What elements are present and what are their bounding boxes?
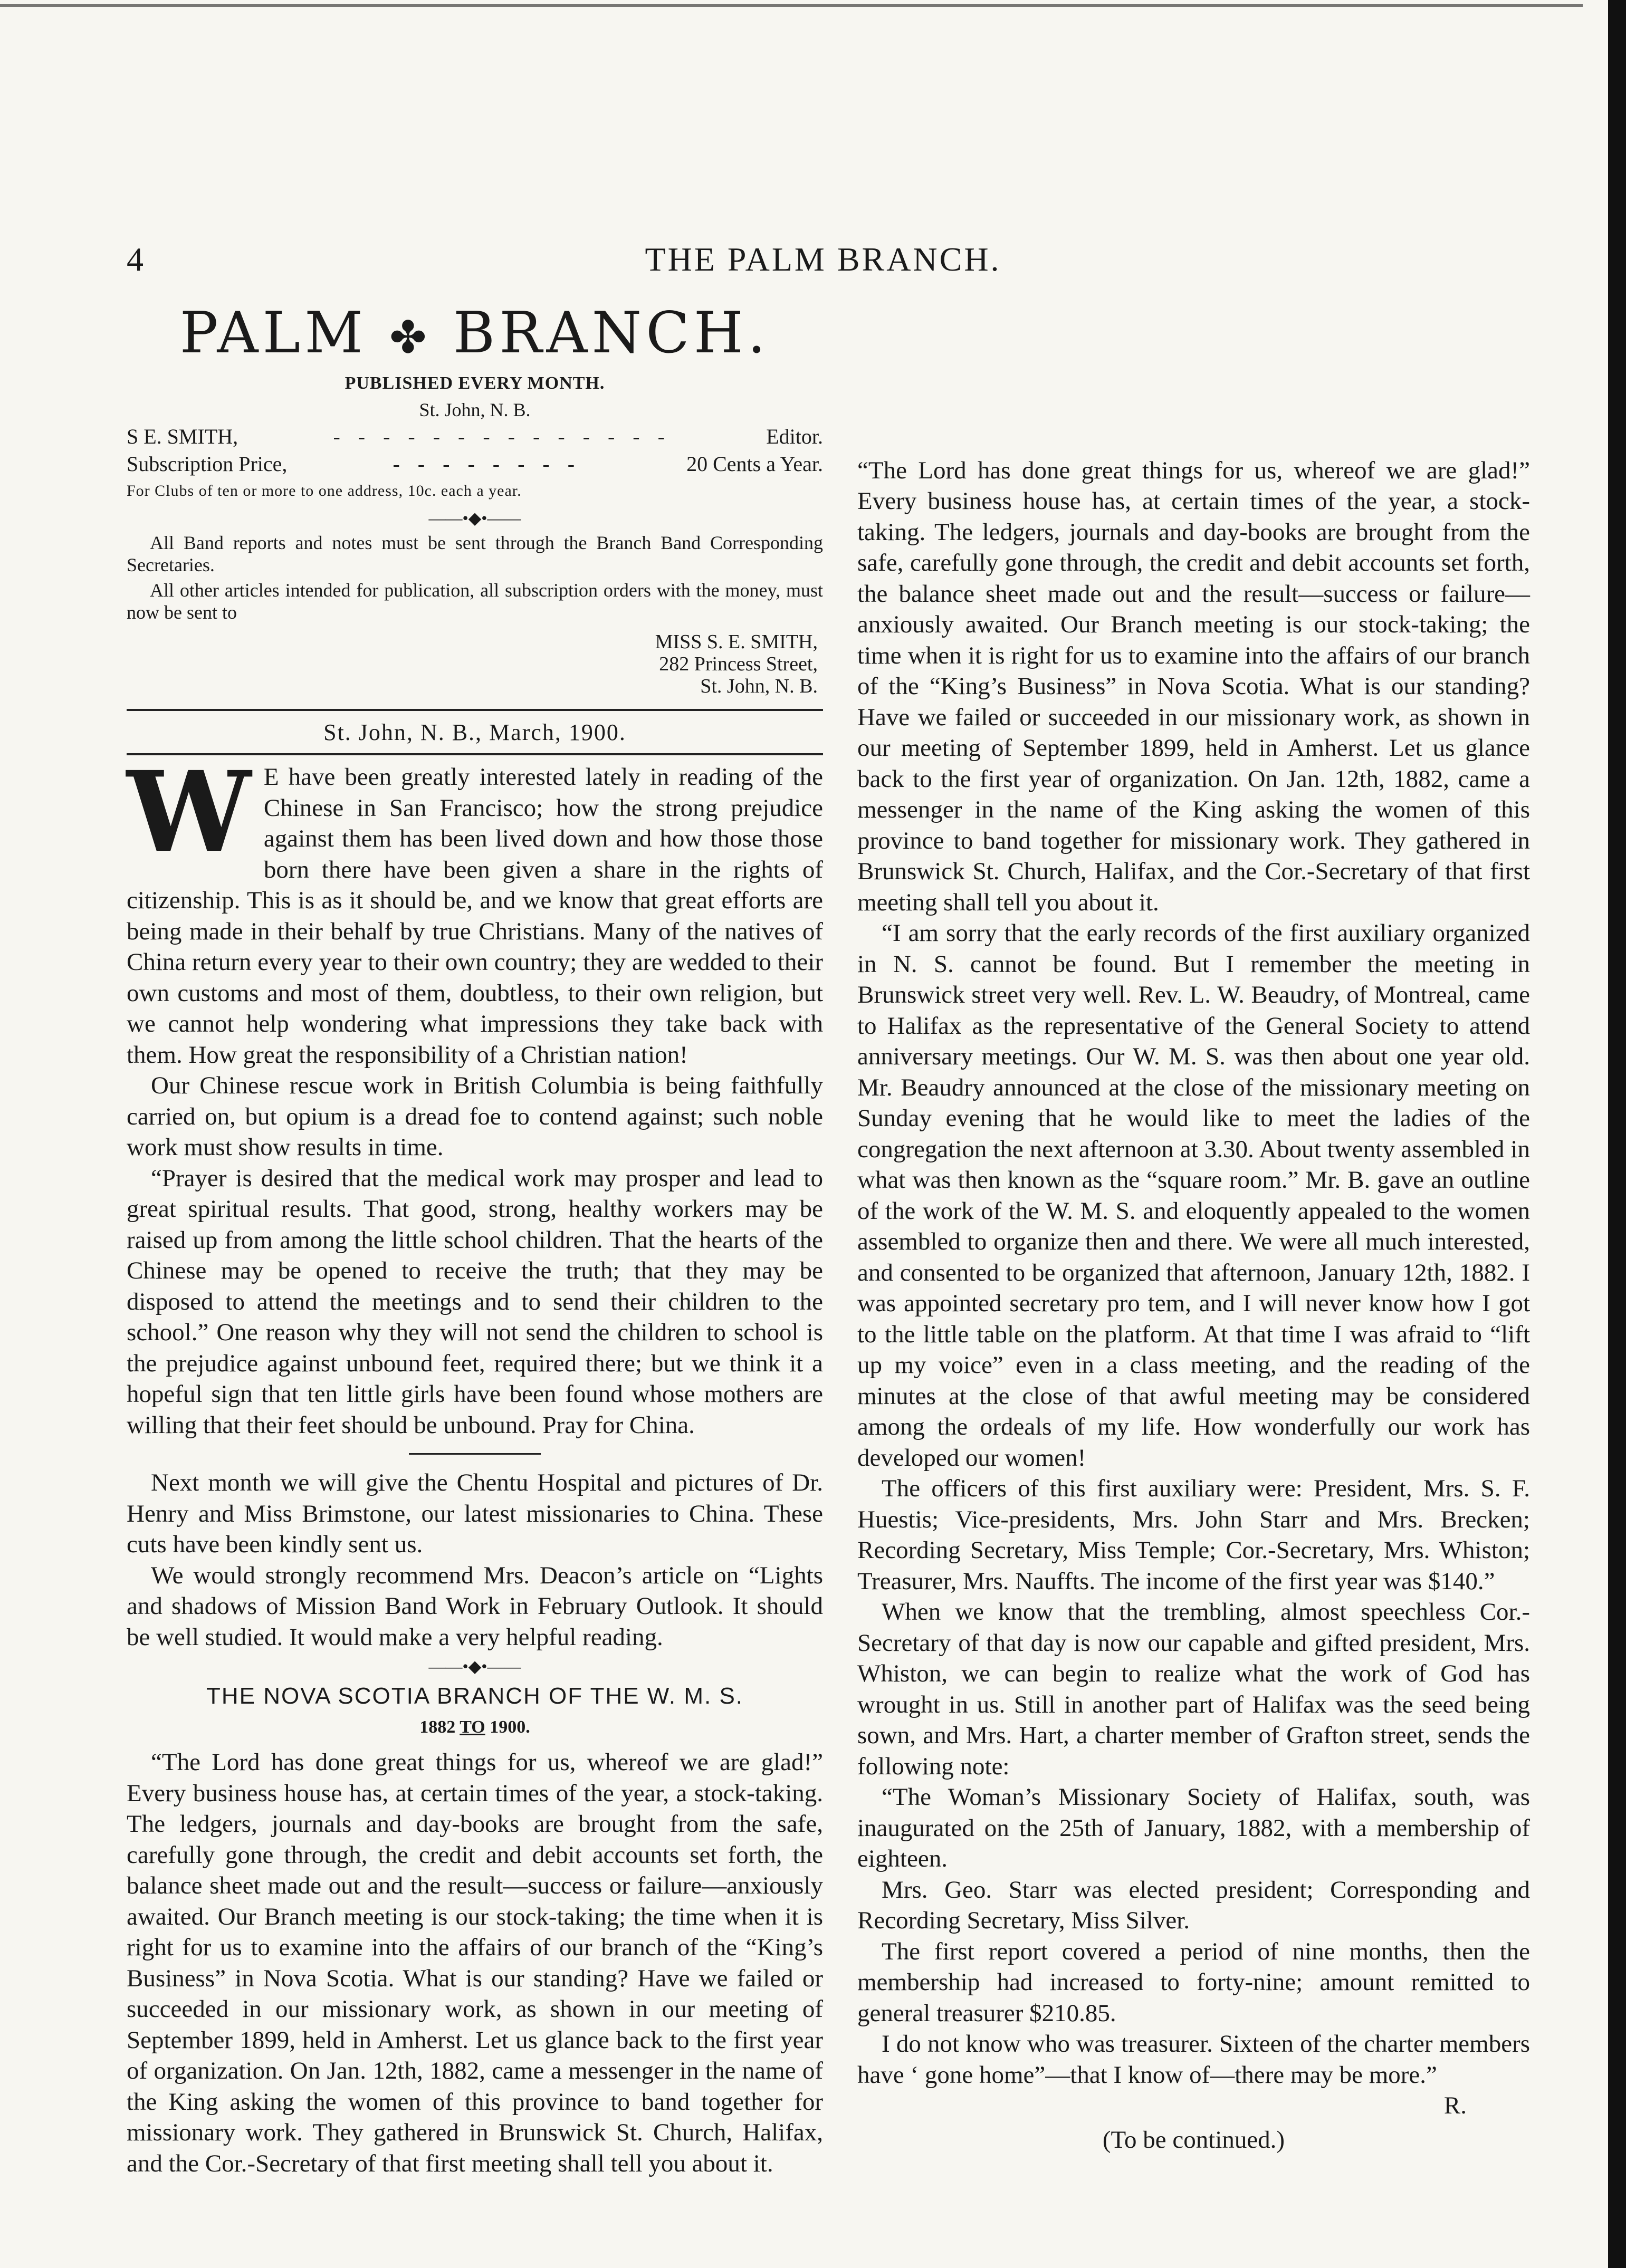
publication-place: St. John, N. B. [419, 399, 531, 420]
section-rule [409, 1453, 541, 1455]
price-label: Subscription Price, [127, 451, 288, 476]
article-paragraph: “I am sorry that the early records of the first auxiliary organized in N. S. cannot be found. But I remember the meeting in Brunswick street very well. Rev. L. W. Beaudry, of Montreal, came to Halifax as the representative of the General Society to attend anniversary meetings. Our W. M. S. was then about one year old. Mr. Beaudry announced at the close of the missionary meeting on Sunday evening that he would like to meet the ladies of the congregation the next afternoon at 3.30. About twenty assembled in what was then known as the “square room.” Mr. B. gave an outline of the work of the W. M. S. and eloquently appealed to the women assembled to organize then and there. We were all much interested, and consented to be organized that afternoon, January 12th, 1882. I was appointed secretary pro tem, and I will never know how I got to the little table on the platform. At that time I was afraid to “lift up my voice” even in a class meeting, and the reading of the minutes at the close of that awful meeting may be considered among the ordeals of my life. How wonderfully our work has developed our women! [857, 919, 1530, 1472]
left-column [127, 300, 823, 2177]
article-years [127, 1712, 823, 1743]
editor-row [127, 423, 823, 450]
signature: R. [1443, 2092, 1467, 2119]
editorial-paragraph [127, 747, 823, 1070]
address-street: 282 Princess Street, [659, 652, 818, 675]
right-column [857, 301, 1530, 2155]
address-name: MISS S. E. SMITH, [655, 630, 818, 653]
drop-cap: W [127, 747, 251, 878]
editor-name: S E. SMITH, [127, 424, 238, 448]
ornament-rule: ——•◆•—— [428, 508, 521, 527]
article-paragraph-continued [857, 301, 1530, 918]
running-title: THE PALM BRANCH. [645, 241, 1001, 278]
continued-note: (To be continued.) [1102, 2126, 1285, 2154]
dot-leader: - - - - - - - - [393, 451, 581, 476]
publication-frequency: PUBLISHED EVERY MONTH. [345, 373, 605, 393]
masthead-title-right: BRANCH. [453, 300, 770, 366]
price-value: 20 Cents a Year. [686, 451, 823, 476]
year-end: 1900. [490, 1717, 530, 1737]
article-paragraph: The first report covered a period of nine months, then the membership had increased to forty-nine; amount remitted to general treasurer $210.85. [857, 1937, 1530, 2027]
editorial-paragraph: Next month we will give the Chentu Hospital and pictures of Dr. Henry and Miss Brimstone, our latest missionaries to China. These cuts have been kindly sent us. [127, 1469, 823, 1559]
band-reports-notice: All Band reports and notes must be sent through the Branch Band Corresponding Secretaries. [127, 532, 823, 575]
article-paragraph: Mrs. Geo. Starr was elected president; Corresponding and Recording Secretary, Miss Silver. [857, 1876, 1530, 1934]
dateline: St. John, N. B., March, 1900. [323, 719, 626, 745]
page-number: 4 [127, 241, 144, 278]
running-head [127, 240, 1519, 287]
editor-label: Editor. [766, 424, 823, 448]
submission-notice: All other articles intended for publication, all subscription orders with the money, must now be sent to [127, 579, 823, 623]
editor-address [127, 631, 823, 697]
page-edge-shadow [1608, 0, 1626, 2268]
article-paragraph: The officers of this first auxiliary were: President, Mrs. S. F. Huestis; Vice-presidents, Mrs. John Starr and Mrs. Brecken; Recording Secretary, Miss Temple; Cor.-Secretary, Mrs. Whiston; Treasurer, Mrs. Nauffts. The income of the first year was $140.” [857, 1475, 1530, 1595]
ornament-rule: ——•◆•—— [428, 1657, 521, 1676]
editorial-paragraph: Our Chinese rescue work in British Columbia is being faithfully carried on, but opium is a dread foe to contend against; such noble work must show results in time. [127, 1072, 823, 1161]
article-paragraph: I do not know who was treasurer. Sixteen of the charter members have ‘ gone home”—that I know of—there may be more.” [857, 2030, 1530, 2089]
dot-leader: - - - - - - - - - - - - - - [333, 424, 671, 448]
address-city: St. John, N. B. [700, 675, 818, 697]
masthead-title-left: PALM [179, 300, 367, 366]
article-text: “The Lord has done great things for us, whereof we are glad!” Every business house has, at certain times of the year, a stock-taking. The ledgers, journals and day-books are brought from the safe, carefully gone through, the credit and debit accounts set forth, the balance sheet made out and the result—success or failure—anxiously awaited. Our Branch meeting is our stock-taking; the time when it is right for us to examine into the affairs of our branch of the “King’s Business” in Nova Scotia. What is our standing? Have we failed or succeeded in our missionary work, as shown in our meeting of September 1899, held in Amherst. Let us glance back to the first year of organization. On Jan. 12th, 1882, came a messenger in the name of the King asking the women of this province to band together for missionary work. They gathered in Brunswick St. Church, Halifax, and the Cor.-Secretary of that first meeting shall tell you about it. [857, 456, 1530, 916]
editorial-text: E have been greatly interested lately in reading of the Chinese in San Francisco; how the strong prejudice against them has been lived down and how those those born there have been given a share in the rights of citizenship. This is as it should be, and we know that great efforts are being made in their behalf by true Christians. Many of the natives of China return every year to their own country; they are wedded to their own customs and most of them, doubtless, to their own religion, but we cannot help wondering what impressions they take back with them. How great the responsibility of a Christian nation! [127, 763, 823, 1069]
editorial-paragraph: “Prayer is desired that the medical work may prosper and lead to great spiritual results. That good, strong, healthy workers may be raised up from among the little school children. That the hearts of the Chinese may be opened to receive the truth; that they may be disposed to attend the meetings and to send their children to the school.” One reason why they will not send the children to school is the prejudice against unbound feet, required there; but we think it a hopeful sign that ten little girls have been found whose mothers are willing that their feet should be unbound. Pray for China. [127, 1164, 823, 1439]
article-title: THE NOVA SCOTIA BRANCH OF THE W. M. S. [206, 1683, 744, 1709]
clubs-rate: For Clubs of ten or more to one address, 10c. each a year. [127, 482, 522, 499]
article-paragraph: “The Woman’s Missionary Society of Halifax, south, was inaugurated on the 25th of January, 1882, with a membership of eighteen. [857, 1783, 1530, 1872]
article-paragraph-start: “The Lord has done great things for us, whereof we are glad!” Every business house has, at certain times of the year, a stock-taking. The ledgers, journals and day-books are brought from the safe, carefully gone through, the credit and debit accounts set forth, the balance sheet made out and the result—success or failure—anxiously awaited. Our Branch meeting is our stock-taking; the time when it is right for us to examine into the affairs of our branch of the “King’s Business” in Nova Scotia. What is our standing? Have we failed or succeeded in our missionary work, as shown in our meeting of September 1899, held in Amherst. Let us glance back to the first year of organization. On Jan. 12th, 1882, came a messenger in the name of the King asking the women of this province to band together for missionary work. They gathered in Brunswick St. Church, Halifax, and the Cor.-Secretary of that first meeting shall tell you about it. [127, 1748, 823, 2177]
price-row [127, 450, 823, 478]
editorial-paragraph: We would strongly recommend Mrs. Deacon’s article on “Lights and shadows of Mission Band Work in February Outlook. It should be well studied. It would make a very helpful reading. [127, 1561, 823, 1651]
ornament-icon: ✤ [389, 311, 431, 363]
masthead-title [127, 301, 823, 370]
year-connector: TO [460, 1717, 485, 1737]
year-start: 1882 [419, 1717, 456, 1737]
masthead-rule [127, 709, 823, 711]
article-paragraph: When we know that the trembling, almost speechless Cor.-Secretary of that day is now our capable and gifted president, Mrs. Whiston, we can begin to realize what the work of God has wrought in us. Still in another part of Halifax was the seed being sown, and Mrs. Hart, a charter member of Grafton street, sends the following note: [857, 1598, 1530, 1780]
top-edge-rule [0, 4, 1583, 7]
